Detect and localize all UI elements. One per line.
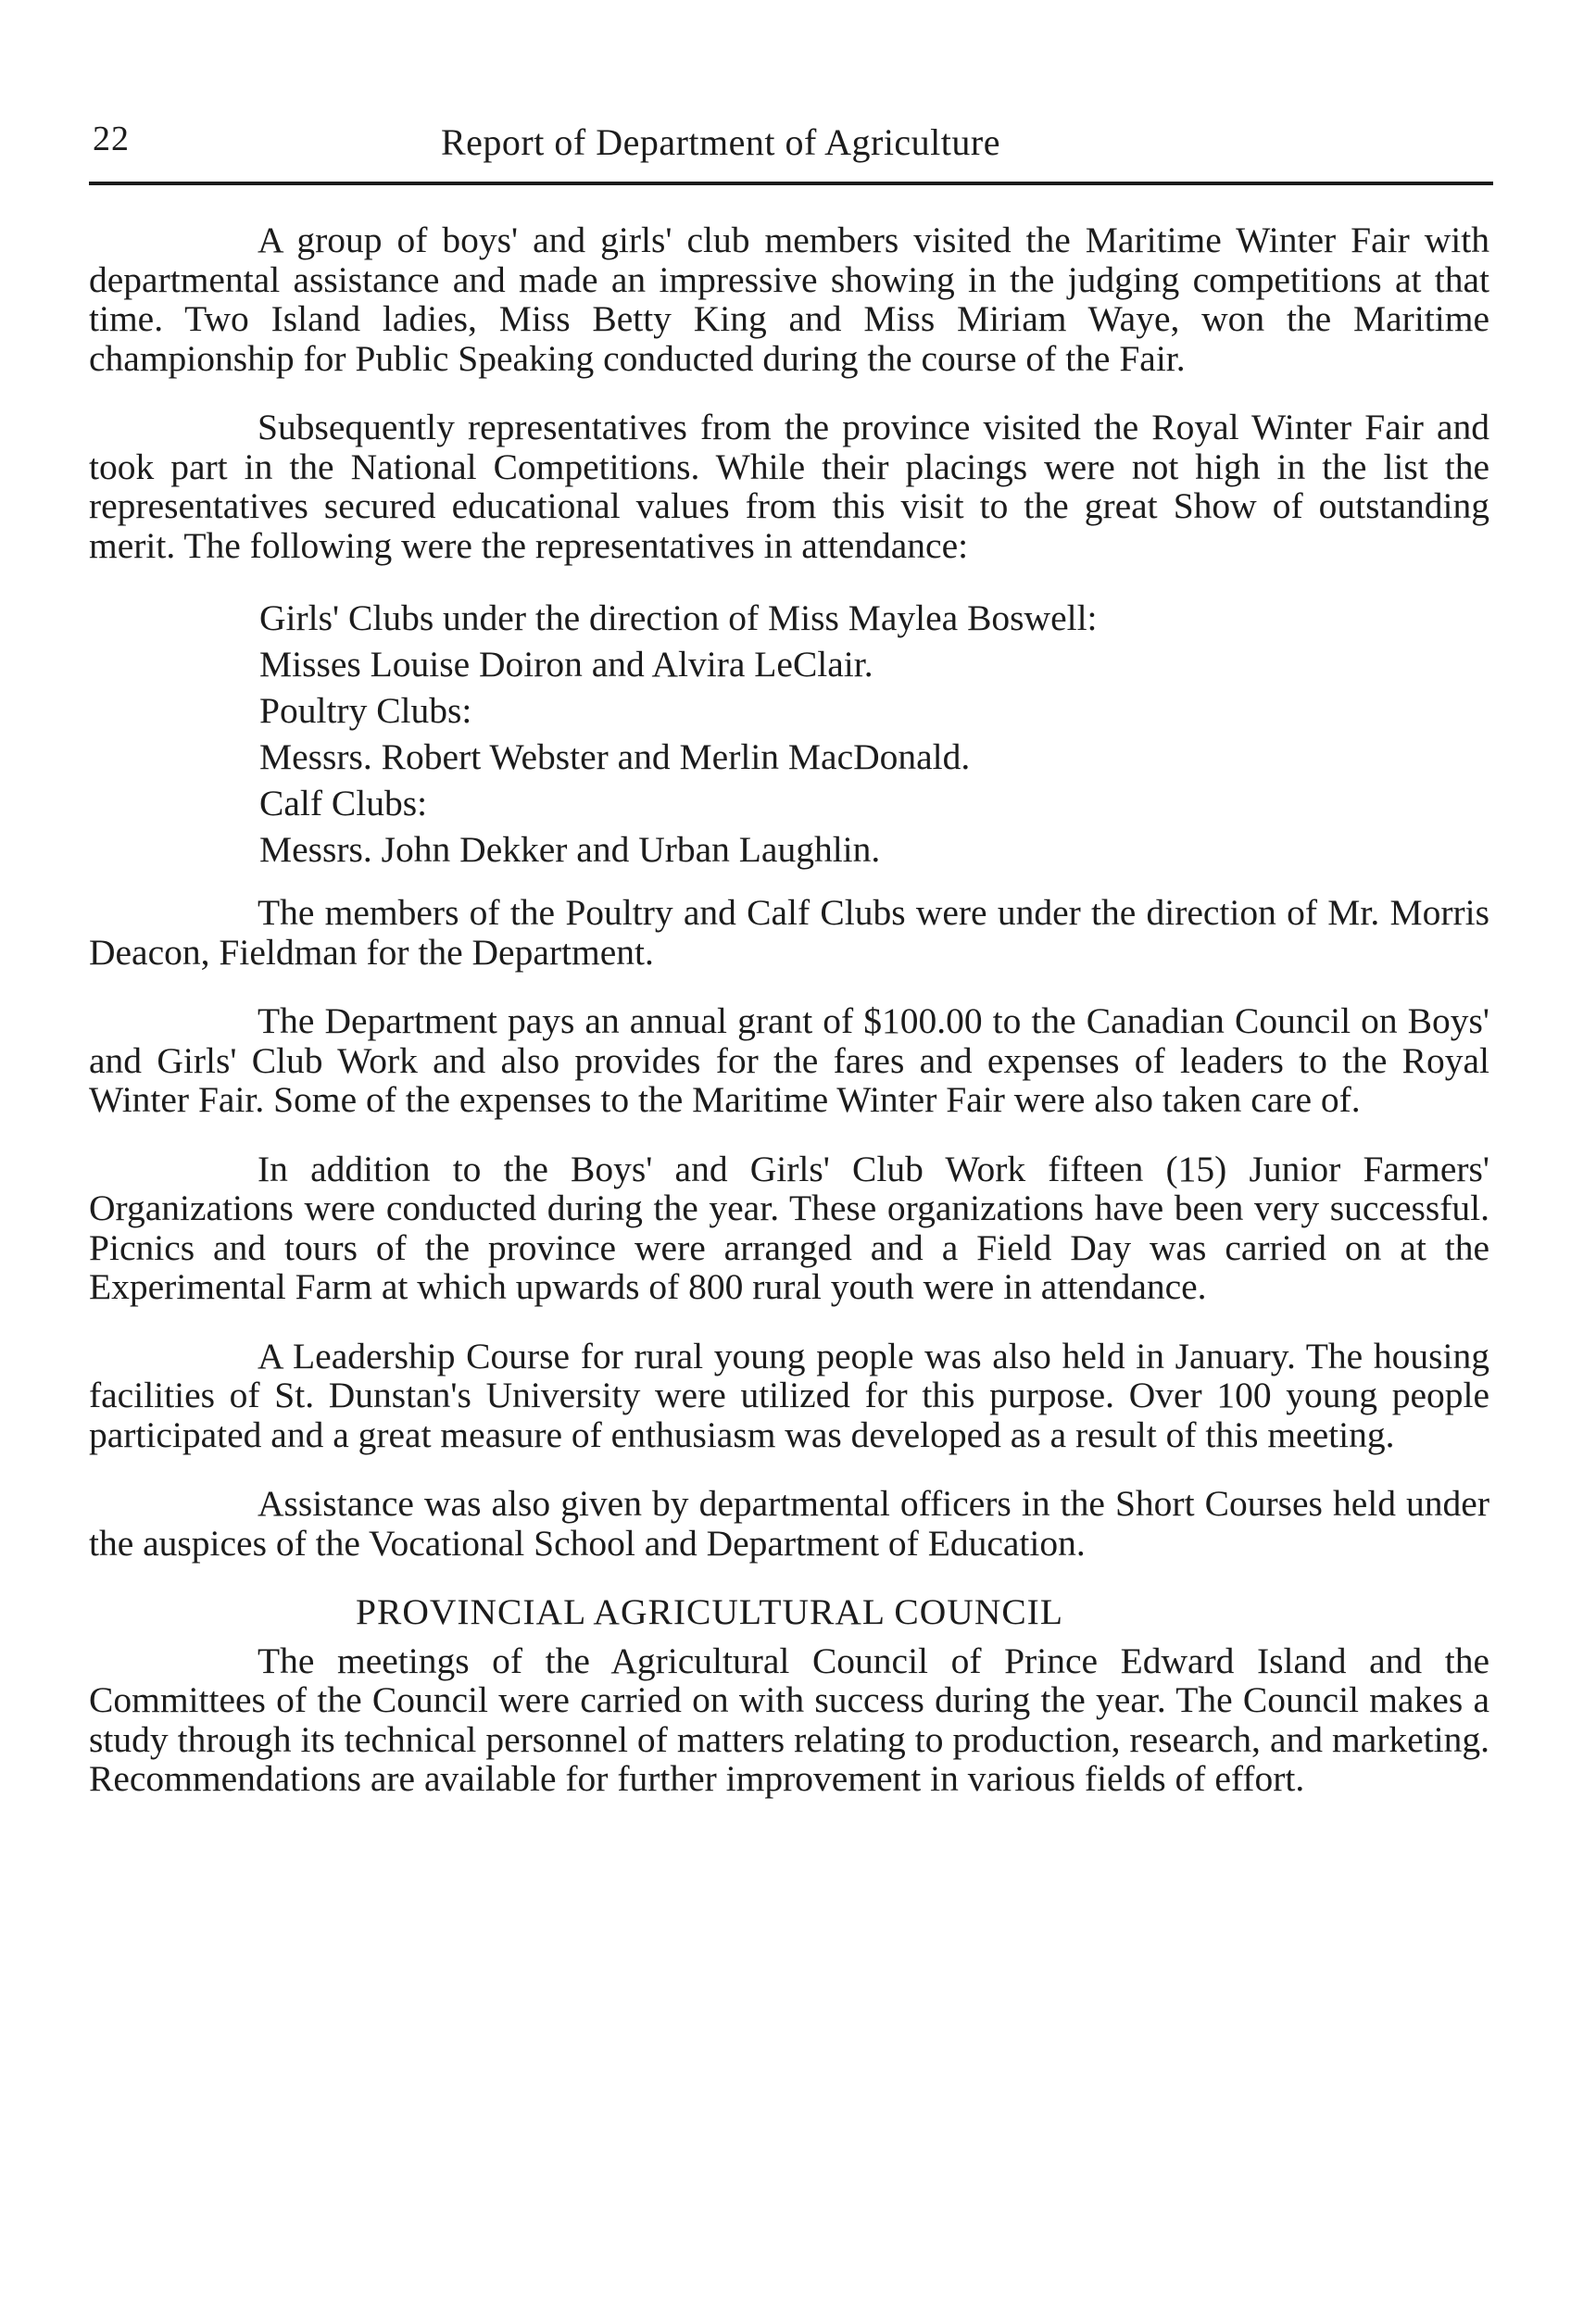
header-rule	[89, 182, 1493, 185]
paragraph-leadership-course: A Leadership Course for rural young people was also held in January. The housing facilities of St. Dunstan's University were utilized for this purpose. Over 100 young people participated and a great measure of enthusiasm was developed as a result of this meeting.	[89, 1335, 1489, 1455]
paragraph-maritime-fair: A group of boys' and girls' club members visited the Maritime Winter Fair with departmental assistance and made an impressive showing in the judging competitions at that time. Two Island ladies, Miss Betty King and Miss Miriam Waye, won the Maritime championship for Public Speaking conducted during the course of the Fair.	[89, 220, 1489, 379]
list-item: Calf Clubs:	[259, 783, 428, 823]
section-heading: PROVINCIAL AGRICULTURAL COUNCIL	[356, 1591, 1063, 1632]
club-representatives-list	[259, 595, 1489, 873]
paragraph-poultry-calf-clubs: The members of the Poultry and Calf Clubs were under the direction of Mr. Morris Deacon, Fieldman for the Department.	[89, 892, 1489, 973]
page-body	[89, 220, 1489, 1829]
running-head: Report of Department of Agriculture	[441, 121, 1000, 163]
page-number: 22	[93, 119, 130, 158]
list-item: Poultry Clubs:	[259, 690, 472, 731]
page-header	[89, 119, 1497, 174]
paragraph-short-courses: Assistance was also given by departmental officers in the Short Courses held under the auspices of the Vocational School and Department of Education.	[89, 1483, 1489, 1564]
paragraph-junior-farmers: In addition to the Boys' and Girls' Club Work fifteen (15) Junior Farmers' Organizations were conducted during the year. These organizations have been very successful. Picnics and tours of the province were arranged and a Field Day was carried on at the Experimental Farm at which upwards of 800 rural youth were in attendance.	[89, 1148, 1489, 1307]
paragraph-royal-winter-fair: Subsequently representatives from the province visited the Royal Winter Fair and took part in the National Competitions. While their placings were not high in the list the representatives secured educational values from this visit to the great Show of outstanding merit. The following were the representatives in attendance:	[89, 407, 1489, 566]
paragraph-annual-grant: The Department pays an annual grant of $100.00 to the Canadian Council on Boys' and Girls' Club Work and also provides for the fares and expenses of leaders to the Royal Winter Fair. Some of the expenses to the Maritime Winter Fair were also taken care of.	[89, 1000, 1489, 1120]
paragraph-agricultural-council: The meetings of the Agricultural Council of Prince Edward Island and the Committees of the Council were carried on with success during the year. The Council makes a study through its technical personnel of matters relating to production, research, and marketing. Recommendations are available for further improvement in various fields of effort.	[89, 1640, 1489, 1799]
list-item: Messrs. John Dekker and Urban Laughlin.	[259, 829, 881, 870]
list-item: Messrs. Robert Webster and Merlin MacDonald.	[259, 736, 971, 777]
list-item: Girls' Clubs under the direction of Miss Maylea Boswell:	[259, 597, 1098, 638]
list-item: Misses Louise Doiron and Alvira LeClair.	[259, 644, 873, 685]
